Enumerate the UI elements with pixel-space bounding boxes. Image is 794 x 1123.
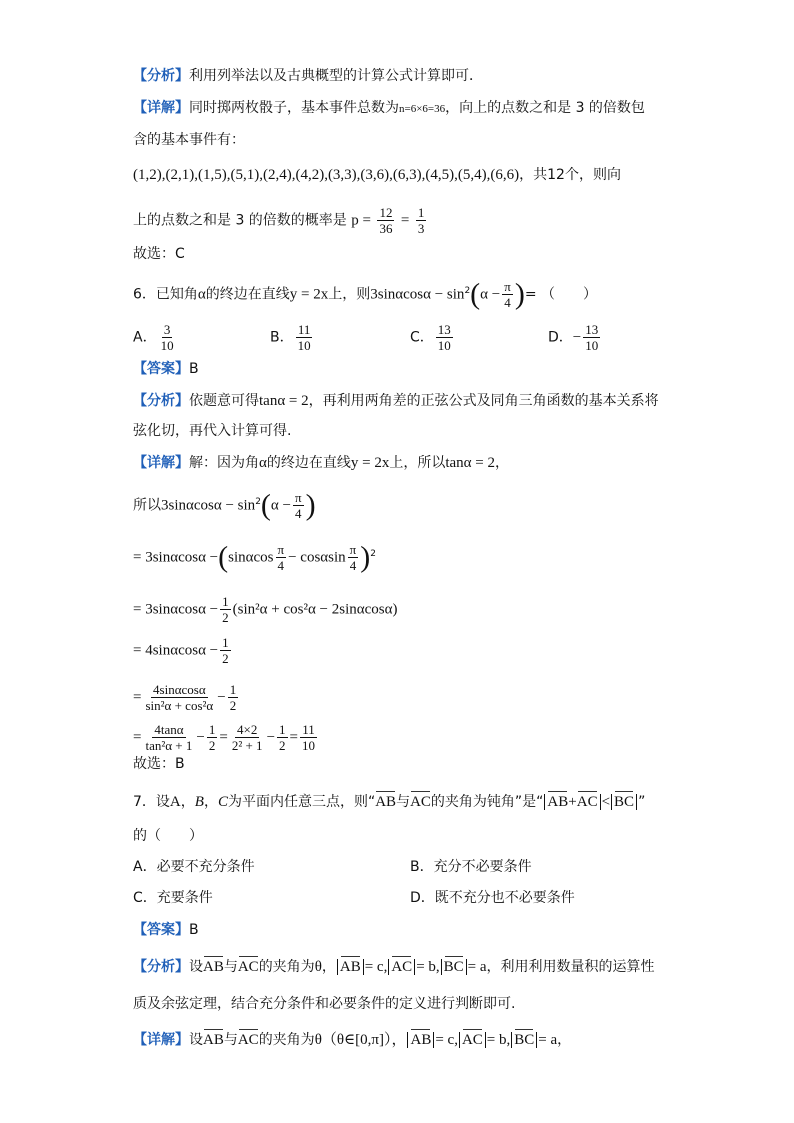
detail-5-line1 [133,98,645,119]
option-a[interactable]: A． $\frac{3}{10}$ [133,322,174,353]
option-d[interactable]: D．− $\frac{13}{10}$ [548,322,599,353]
detail-tag: 【详解】 [133,100,189,116]
p-label: p = [351,212,371,229]
detail-tag: 【详解】 [133,455,189,471]
detail-text: 上的点数之和是 3 的倍数的概率是 [133,212,347,229]
answer-7 [133,920,199,940]
analysis-5 [133,66,483,86]
detail-text: 含的基本事件有： [133,132,245,148]
expression: α − [480,286,501,303]
step-2: = 3sinαcosα − $\frac{1}{2}$ (sin²α + cos²α − 2sinαcosα) [133,594,398,625]
detail-6-so: 所以$3\sin\alpha\cos\alpha - \sin^2(\alpha$ − $\frac{\pi}{4}$ ) [133,488,316,522]
paren-open: ( [470,277,481,311]
answer-value: B [189,922,199,938]
line-equation: y = 2x [289,286,329,303]
detail-5-probability [133,205,428,236]
conclusion-5 [133,244,185,264]
answer-tag: 【答案】 [133,361,189,377]
option-c[interactable]: C．充要条件 [133,890,213,906]
stem-text: 的终边在直线 [205,286,290,303]
analysis-tag: 【分析】 [133,393,189,409]
answer-value: B [189,361,199,377]
analysis-6-line1: 【分析】依题意可得tanα = 2，再利用两角差的正弦公式及同角三角函数的基本关系将 [133,393,659,409]
vector-ab: AB [375,794,397,810]
expression: 3sinαcosα − sin [370,286,465,303]
tan-equation: tanα = 2 [259,393,309,409]
fraction: $\frac{1}{3}$ [417,205,425,236]
detail-7-line1: 【详解】设AB与AC的夹角为θ（θ∈[0,π]）， AB = c, AC = b, BC = a， [133,1032,572,1048]
detail-tag: 【详解】 [133,1032,189,1048]
alpha-symbol: α [197,286,206,303]
detail-5-pairs [133,165,621,185]
detail-text: 同时掷两枚骰子，基本事件总数为 [189,100,399,116]
detail-text: ，向上的点数之和是 3 的倍数包 [445,100,645,116]
formula-n: n=6×6=36 [399,103,446,115]
question-7-stem: 7．设A，B，C为平面内任意三点，则“AB与AC的夹角为钝角”是“ AB+AC < BC ” [133,794,646,810]
answer-6 [133,359,199,379]
event-pairs: (1,2),(2,1),(1,5),(5,1),(2,4),(4,2),(3,3),(3,6),(6,3),(4,5),(5,4),(6,6) [133,167,520,183]
stem-text: 6．已知角 [133,286,198,303]
option-c[interactable]: C． $\frac{13}{10}$ [410,322,451,353]
question-7-stem-2: 的（ ） [133,828,203,844]
square: 2 [464,285,471,296]
step-5: = $\frac{4\tan\alpha}{\text{tan²α + 1}}$ − $\frac{1}{2}$ = $\frac{4\times 2}{\text{2² + 1}}$ − $\frac{1}{2}$ = $\frac{11}{10}$ [133,722,315,753]
stem-text: = （ ） [524,286,598,303]
analysis-6-line2: 弦化切，再代入计算可得. [133,423,292,439]
conclusion-6: 故选：B [133,756,185,772]
vector-ac: AC [410,794,431,810]
option-b[interactable]: B． $\frac{11}{10}$ [270,322,311,353]
step-3: = 4sinαcosα − $\frac{1}{2}$ [133,635,229,666]
option-b[interactable]: B．充分不必要条件 [410,859,532,875]
fraction: $\frac{12}{36}$ [379,205,393,236]
detail-5-line2 [133,130,245,150]
answer-tag: 【答案】 [133,922,189,938]
conclusion-text: 故选：C [133,246,185,262]
step-1: = 3sinαcosα −(sinαcos $\frac{\pi}{4}$ − cosαsin $\frac{\pi}{4}$ )$^2$ [133,540,376,574]
option-d[interactable]: D．既不充分也不必要条件 [410,890,575,906]
paren-close: ) [514,277,525,311]
option-a[interactable]: A．必要不充分条件 [133,859,255,875]
analysis-tag: 【分析】 [133,959,189,975]
fraction: $\frac{\pi}{4}$ [504,279,511,310]
analysis-7-line1: 【分析】设AB与AC的夹角为θ， AB = c, AC = b, BC = a，利用利用数量积的运算性 [133,959,655,975]
stem-text: 上，则 [328,286,371,303]
question-6-stem [133,279,597,310]
analysis-7-line2: 质及余弦定理，结合充分条件和必要条件的定义进行判断即可. [133,996,516,1012]
detail-text: ，共12个，则向 [519,167,621,183]
equals: = [400,212,410,229]
detail-6-line1: 【详解】解：因为角α的终边在直线y = 2x上，所以tanα = 2， [133,455,509,471]
step-4: = $\frac{4\sin\alpha\cos\alpha}{\text{sin²α + cos²α}}$ − $\frac{1}{2}$ [133,682,237,713]
analysis-tag: 【分析】 [133,68,189,84]
analysis-text: 利用列举法以及古典概型的计算公式计算即可． [189,68,483,84]
